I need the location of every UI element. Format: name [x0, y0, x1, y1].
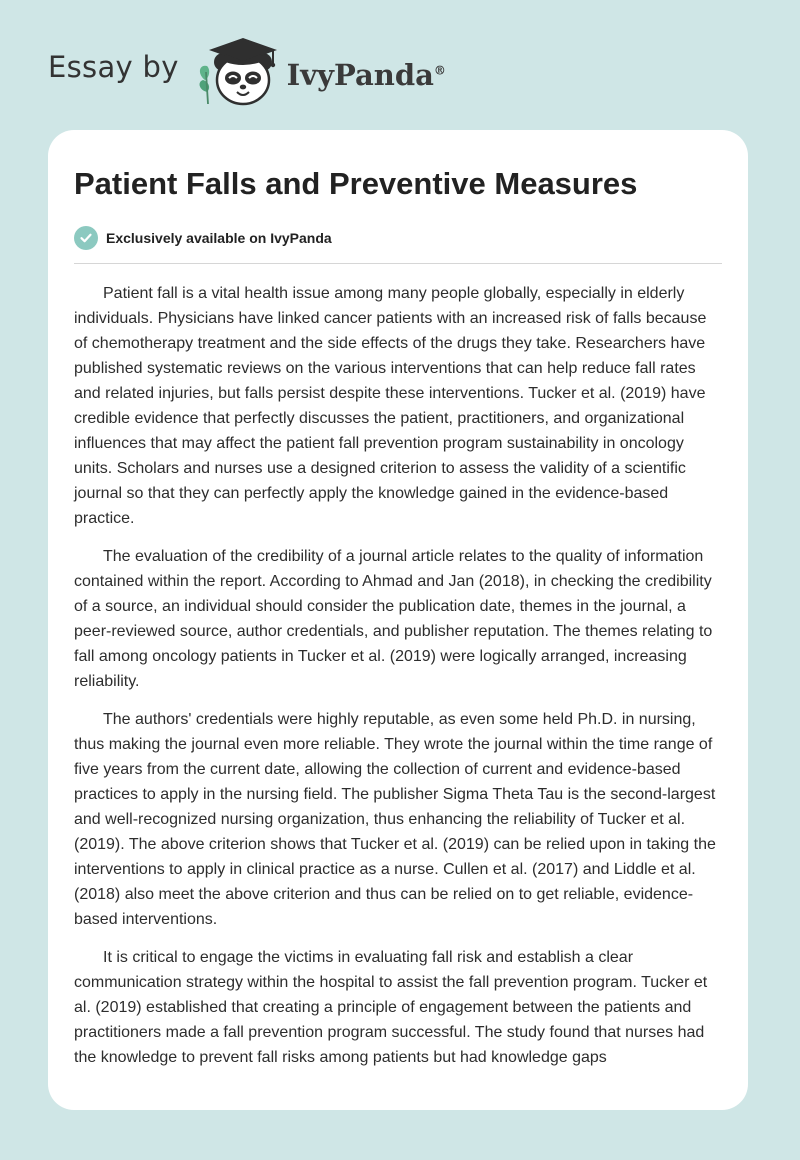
- check-circle-icon: [74, 226, 98, 250]
- essay-card: [48, 130, 748, 1110]
- brand-name-text: IvyPanda: [286, 58, 434, 92]
- site-logo[interactable]: [48, 34, 446, 110]
- paragraph: The evaluation of the credibility of a journal article relates to the quality of information contained within the report. According to Ahmad and Jan (2018), in checking the credibility of a source, an individual should consider the publication date, themes in the journal, a peer-reviewed source, author credentials, and publisher reputation. The themes relating to fall among oncology patients in Tucker et al. (2019) were logically arranged, increasing reliability.: [74, 548, 713, 690]
- brand-name: [287, 58, 446, 92]
- paragraph: It is critical to engage the victims in evaluating fall risk and establish a clear communication strategy within the hospital to assist the fall prevention program. Tucker et al. (2019) established that creating a principle of engagement between the patients and practitioners made a fall prevention program successful. The study found that nurses had the knowledge to prevent fall risks among patients but had knowledge gaps: [74, 949, 708, 1066]
- exclusive-badge-label: Exclusively available on IvyPanda: [106, 230, 332, 246]
- brand-prefix: Essay by: [48, 50, 179, 84]
- panda-mascot-icon: [193, 34, 285, 110]
- divider: [74, 263, 722, 264]
- essay-body: [74, 281, 722, 1070]
- paragraph: The authors' credentials were highly reputable, as even some held Ph.D. in nursing, thus making the journal even more reliable. They wrote the journal within the time range of five years from the current date, allowing the collection of current and evidence-based practices to apply in the nursing field. The publisher Sigma Theta Tau is the second-largest and well-recognized nursing organization, thus enhancing the reliability of Tucker et al. (2019). The above criterion shows that Tucker et al. (2019) can be relied upon in taking the interventions to apply in clinical practice as a nurse. Cullen et al. (2017) and Liddle et al. (2018) also meet the above criterion and thus can be relied on to get reliable, evidence-based interventions.: [74, 711, 716, 928]
- paragraph: Patient fall is a vital health issue among many people globally, especially in elderly individuals. Physicians have linked cancer patients with an increased risk of falls because of chemotherapy treatment and the side effects of the drugs they take. Researchers have published systematic reviews on the various interventions that can help reduce fall rates and related injuries, but falls persist despite these interventions. Tucker et al. (2019) have credible evidence that perfectly discusses the patient, practitioners, and organizational influences that may affect the patient fall prevention program sustainability in oncology units. Scholars and nurses use a designed criterion to assess the validity of a scientific journal so that they can perfectly apply the knowledge gained in the evidence-based practice.: [74, 285, 707, 527]
- exclusive-badge: [74, 226, 722, 250]
- registered-mark: ®: [433, 63, 446, 78]
- page-title: Patient Falls and Preventive Measures: [74, 166, 638, 201]
